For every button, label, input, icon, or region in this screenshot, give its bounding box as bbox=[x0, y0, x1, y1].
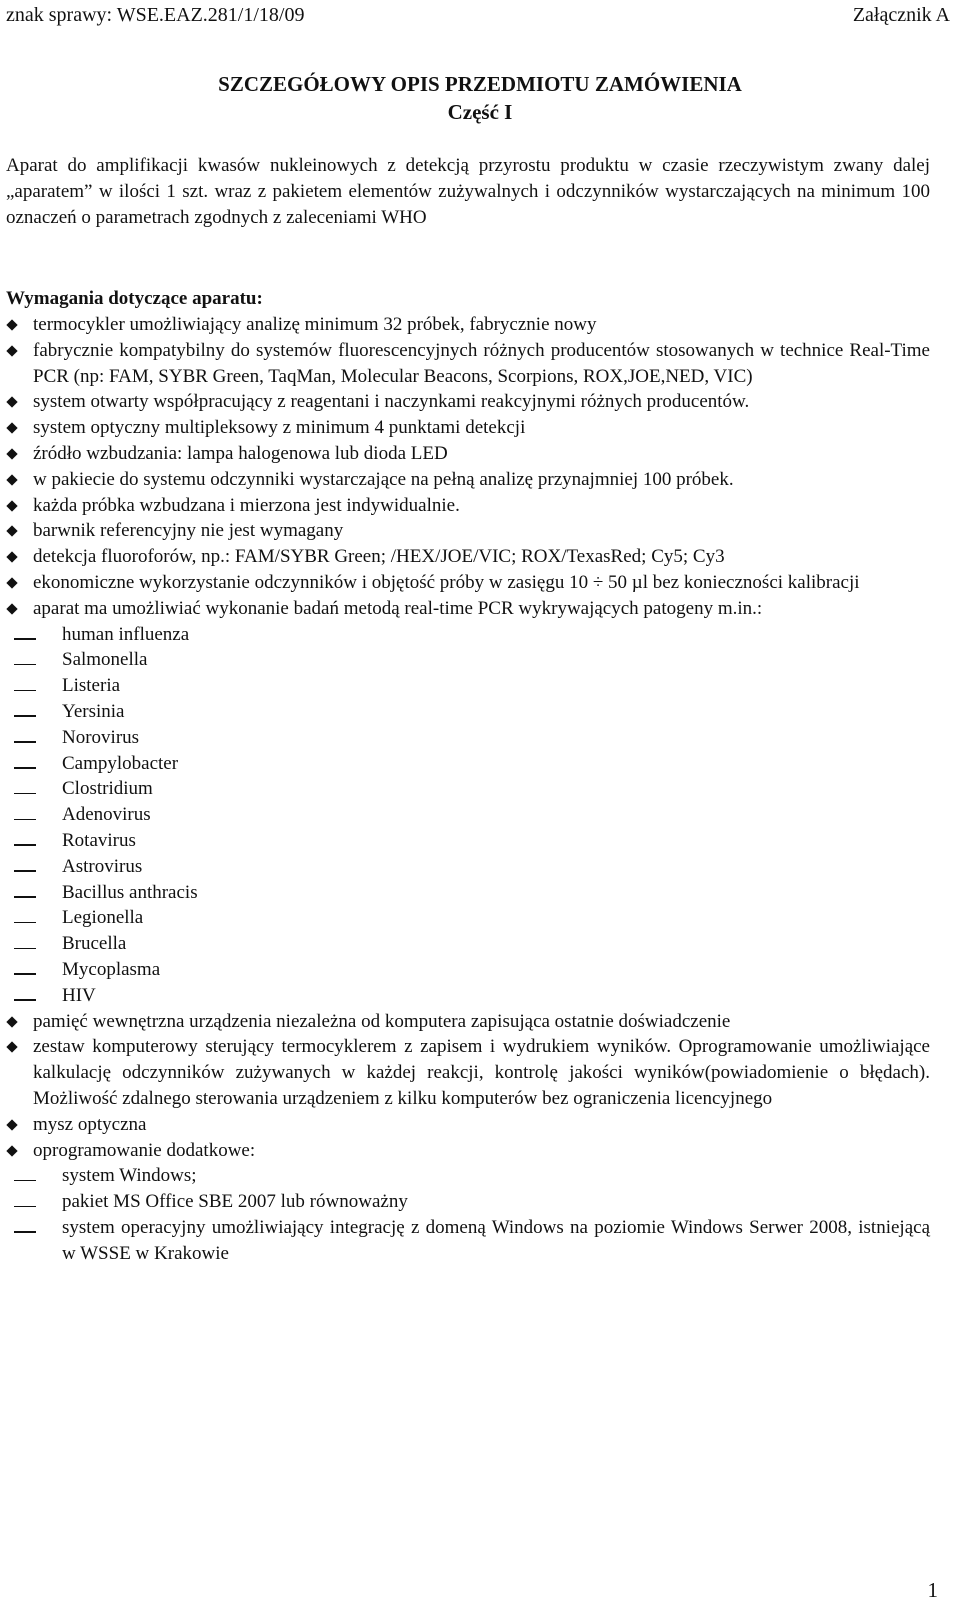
diamond-bullet-icon bbox=[6, 467, 33, 484]
pathogen-item bbox=[6, 699, 930, 725]
dash-bullet-icon bbox=[6, 699, 62, 725]
requirement-item bbox=[6, 1112, 930, 1138]
software-item bbox=[6, 1189, 930, 1215]
pathogen-text: Campylobacter bbox=[62, 752, 179, 774]
diamond-bullet-icon bbox=[6, 544, 33, 561]
requirement-item bbox=[6, 1034, 930, 1111]
pathogen-text: Rotavirus bbox=[62, 829, 136, 851]
pathogen-text: Legionella bbox=[62, 907, 144, 929]
requirement-text: termocykler umożliwiający analizę minimum 32 próbek, fabrycznie nowy bbox=[33, 314, 597, 335]
requirement-text: system optyczny multipleksowy z minimum 4 punktami detekcji bbox=[33, 417, 526, 439]
diamond-bullet-icon bbox=[6, 518, 33, 535]
dash-bullet-icon bbox=[6, 1189, 62, 1215]
diamond-bullet-icon bbox=[6, 570, 33, 587]
diamond-bullet-icon bbox=[6, 493, 33, 510]
requirement-text: oprogramowanie dodatkowe: bbox=[33, 1139, 256, 1161]
requirement-text: aparat ma umożliwiać wykonanie badań metodą real-time PCR wykrywających patogeny m.in.: bbox=[33, 597, 763, 619]
pathogen-text: Yersinia bbox=[62, 700, 125, 722]
page-number: 1 bbox=[927, 1578, 938, 1602]
pathogen-item bbox=[6, 673, 930, 699]
requirement-item bbox=[6, 1138, 930, 1164]
pathogen-item bbox=[6, 622, 930, 648]
pathogen-text: Listeria bbox=[62, 675, 121, 697]
dash-bullet-icon bbox=[6, 647, 62, 673]
pathogen-text: Brucella bbox=[62, 933, 127, 955]
pathogen-item bbox=[6, 828, 930, 854]
software-text: pakiet MS Office SBE 2007 lub równoważny bbox=[62, 1191, 408, 1213]
software-item bbox=[6, 1163, 930, 1189]
requirement-item bbox=[6, 493, 930, 519]
pathogen-item bbox=[6, 983, 930, 1009]
dash-bullet-icon bbox=[6, 622, 62, 648]
intro-text: Aparat do amplifikacji kwasów nukleinowych z detekcją przyrostu produktu w czasie rzeczywistym zwany dalej „aparatem” w ilości 1 szt. wraz z pakietem elementów zużywalnych i odczynników wystarczających na minimum 100 oznaczeń o parametrach zgodnych z zaleceniami WHO bbox=[6, 155, 930, 228]
diamond-bullet-icon bbox=[6, 1112, 33, 1129]
diamond-bullet-icon bbox=[6, 312, 33, 329]
requirement-item bbox=[6, 312, 930, 338]
attachment-label: Załącznik A bbox=[852, 4, 950, 26]
pathogen-item bbox=[6, 725, 930, 751]
dash-bullet-icon bbox=[6, 1163, 62, 1189]
diamond-bullet-icon bbox=[6, 1009, 33, 1026]
requirement-item bbox=[6, 338, 930, 390]
dash-bullet-icon bbox=[6, 725, 62, 751]
dash-bullet-icon bbox=[6, 751, 62, 777]
requirement-text: barwnik referencyjny nie jest wymagany bbox=[33, 520, 344, 542]
pathogen-item bbox=[6, 854, 930, 880]
case-reference: znak sprawy: WSE.EAZ.281/1/18/09 bbox=[6, 4, 305, 26]
pathogen-item bbox=[6, 776, 930, 802]
pathogen-text: Mycoplasma bbox=[62, 958, 161, 980]
requirement-item bbox=[6, 441, 930, 467]
diamond-bullet-icon bbox=[6, 441, 33, 458]
pathogen-item bbox=[6, 880, 930, 906]
pathogen-text: Clostridium bbox=[62, 778, 153, 800]
document-subtitle: Część I bbox=[447, 100, 513, 124]
dash-bullet-icon bbox=[6, 880, 62, 906]
pathogen-item bbox=[6, 647, 930, 673]
diamond-bullet-icon bbox=[6, 1034, 33, 1051]
dash-bullet-icon bbox=[6, 957, 62, 983]
software-item bbox=[6, 1215, 930, 1267]
intro-paragraph bbox=[6, 153, 930, 231]
pathogen-text: Adenovirus bbox=[62, 804, 151, 826]
requirement-item bbox=[6, 596, 930, 622]
pathogen-text: Astrovirus bbox=[62, 855, 143, 877]
requirement-text: fabrycznie kompatybilny do systemów fluorescencyjnych różnych producentów stosowanych w technice Real-Time PCR (np: FAM, SYBR Green, TaqMan, Molecular Beacons, Scorpions, ROX,JOE,NED, VIC) bbox=[33, 339, 930, 387]
dash-bullet-icon bbox=[6, 776, 62, 802]
dash-bullet-icon bbox=[6, 983, 62, 1009]
requirement-item bbox=[6, 518, 930, 544]
dash-bullet-icon bbox=[6, 802, 62, 828]
requirement-text: system otwarty współpracujący z reagentani i naczynkami reakcyjnymi różnych producentów. bbox=[33, 391, 750, 413]
requirement-item bbox=[6, 389, 930, 415]
requirement-text: każda próbka wzbudzana i mierzona jest indywidualnie. bbox=[33, 494, 460, 516]
diamond-bullet-icon bbox=[6, 596, 33, 613]
dash-bullet-icon bbox=[6, 828, 62, 854]
pathogen-item bbox=[6, 751, 930, 777]
requirement-text: pamięć wewnętrzna urządzenia niezależna od komputera zapisująca ostatnie doświadczenie bbox=[33, 1010, 731, 1032]
requirement-text: detekcja fluoroforów, np.: FAM/SYBR Green; /HEX/JOE/VIC; ROX/TexasRed; Cy5; Cy3 bbox=[33, 546, 725, 568]
requirement-text: ekonomiczne wykorzystanie odczynników i objętość próby w zasięgu 10 ÷ 50 µl bez konieczności kalibracji bbox=[33, 571, 860, 593]
requirements-list bbox=[6, 312, 930, 1266]
requirement-item bbox=[6, 415, 930, 441]
pathogen-text: Norovirus bbox=[62, 726, 140, 748]
pathogen-item bbox=[6, 905, 930, 931]
diamond-bullet-icon bbox=[6, 338, 33, 355]
dash-bullet-icon bbox=[6, 854, 62, 880]
requirement-text: mysz optyczna bbox=[33, 1113, 147, 1135]
dash-bullet-icon bbox=[6, 905, 62, 931]
software-text: system operacyjny umożliwiający integrację z domeną Windows na poziomie Windows Serwer 2008, istniejącą w WSSE w Krakowie bbox=[62, 1216, 930, 1264]
pathogen-text: HIV bbox=[62, 984, 96, 1006]
requirement-item bbox=[6, 570, 930, 596]
dash-bullet-icon bbox=[6, 931, 62, 957]
requirement-item bbox=[6, 1009, 930, 1035]
requirements-heading: Wymagania dotyczące aparatu: bbox=[6, 288, 263, 309]
diamond-bullet-icon bbox=[6, 415, 33, 432]
pathogen-item bbox=[6, 957, 930, 983]
requirement-text: zestaw komputerowy sterujący termocyklerem z zapisem i wydrukiem wyników. Oprogramowanie umożliwiające kalkulację odczynników zużywanych w każdej reakcji, kontrolę jakości wyników(powiadomienie o błędach). Możliwość zdalnego sterowania urządzeniem z kilku komputerów bez ograniczenia licencyjnego bbox=[33, 1036, 930, 1109]
pathogen-text: Salmonella bbox=[62, 649, 148, 671]
document-title: SZCZEGÓŁOWY OPIS PRZEDMIOTU ZAMÓWIENIA bbox=[218, 72, 742, 96]
requirement-text: w pakiecie do systemu odczynniki wystarczające na pełną analizę przynajmniej 100 próbek. bbox=[33, 468, 734, 490]
page-header bbox=[6, 3, 950, 27]
requirement-item bbox=[6, 544, 930, 570]
dash-bullet-icon bbox=[6, 673, 62, 699]
pathogen-text: human influenza bbox=[62, 623, 190, 645]
requirement-text: źródło wzbudzania: lampa halogenowa lub dioda LED bbox=[33, 442, 448, 464]
diamond-bullet-icon bbox=[6, 389, 33, 406]
software-text: system Windows; bbox=[62, 1165, 197, 1187]
diamond-bullet-icon bbox=[6, 1138, 33, 1155]
requirement-item bbox=[6, 467, 930, 493]
pathogen-item bbox=[6, 802, 930, 828]
pathogen-item bbox=[6, 931, 930, 957]
dash-bullet-icon bbox=[6, 1215, 62, 1241]
pathogen-text: Bacillus anthracis bbox=[62, 881, 198, 903]
